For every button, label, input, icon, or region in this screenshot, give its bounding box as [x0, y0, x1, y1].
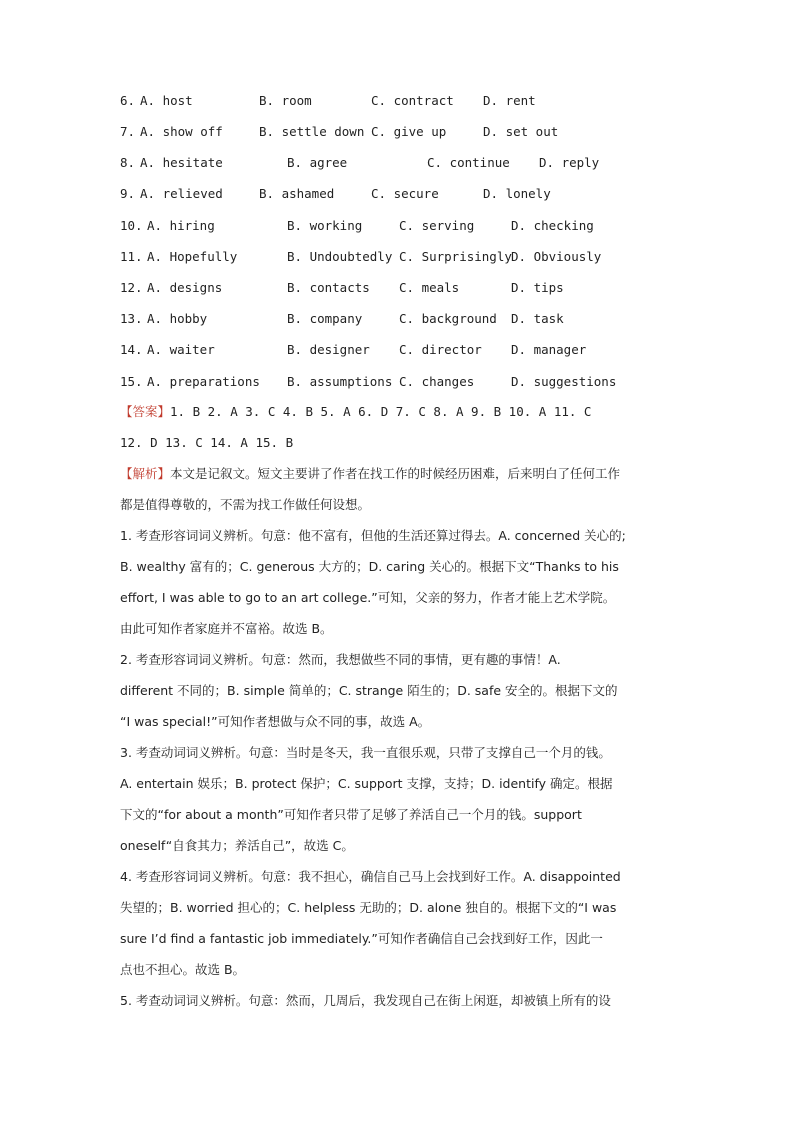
- option-d: D. checking: [511, 218, 594, 233]
- analysis-intro-line-2: [120, 489, 676, 520]
- option-b: B. agree: [287, 155, 348, 170]
- analysis-intro-2: 都是值得尊敬的，不需为找工作做任何设想。: [120, 497, 371, 512]
- analysis-line: 由此可知作者家庭并不富裕。故选 B。: [120, 621, 333, 636]
- option-a: A. waiter: [147, 342, 215, 357]
- analysis-line: 4. 考查形容词词义辨析。句意：我不担心，确信自己马上会找到好工作。A. disappointed: [120, 869, 621, 884]
- option-d: D. tips: [511, 280, 564, 295]
- analysis-intro-line-1: [120, 458, 676, 489]
- option-c: C. Surprisingly: [399, 249, 512, 264]
- option-b: B. room: [259, 93, 312, 108]
- option-a: A. relieved: [140, 186, 223, 201]
- analysis-line: A. entertain 娱乐；B. protect 保护；C. support 支撑，支持；D. identify 确定。根据: [120, 776, 613, 791]
- question-number: 9.: [120, 186, 136, 201]
- option-a: A. hesitate: [140, 155, 223, 170]
- analysis-line: 点也不担心。故选 B。: [120, 962, 246, 977]
- analysis-line: 2. 考查形容词词义辨析。句意：然而，我想做些不同的事情，更有趣的事情！A.: [120, 652, 561, 667]
- option-c: C. director: [399, 342, 482, 357]
- option-a: A. designs: [147, 280, 223, 295]
- option-d: D. set out: [483, 124, 559, 139]
- option-b: B. settle down: [259, 124, 365, 139]
- analysis-tag: 【解析】: [120, 466, 171, 481]
- option-c: C. meals: [399, 280, 460, 295]
- option-c: C. changes: [399, 374, 475, 389]
- analysis-line: 3. 考查动词词义辨析。句意：当时是冬天，我一直很乐观，只带了支撑自己一个月的钱。: [120, 745, 611, 760]
- option-c: C. serving: [399, 218, 475, 233]
- question-number: 10.: [120, 218, 143, 233]
- question-number: 12.: [120, 280, 143, 295]
- option-a: A. preparations: [147, 374, 260, 389]
- option-d: D. task: [511, 311, 564, 326]
- option-c: C. background: [399, 311, 497, 326]
- question-number: 8.: [120, 155, 136, 170]
- answer-line-2: [120, 427, 676, 458]
- analysis-line: 下文的“for about a month”可知作者只带了足够了养活自己一个月的钱。support: [120, 807, 582, 822]
- question-number: 13.: [120, 311, 143, 326]
- analysis-line: 失望的；B. worried 担心的；C. helpless 无助的；D. alone 独自的。根据下文的“I was: [120, 900, 617, 915]
- analysis-line: sure I’d find a fantastic job immediately.”可知作者确信自己会找到好工作，因此一: [120, 931, 603, 946]
- option-d: D. suggestions: [511, 374, 617, 389]
- option-b: B. designer: [287, 342, 370, 357]
- analysis-line: B. wealthy 富有的；C. generous 大方的；D. caring 关心的。根据下文“Thanks to his: [120, 559, 619, 574]
- answer-line-1: [120, 396, 676, 427]
- analysis-intro-1: 本文是记叙文。短文主要讲了作者在找工作的时候经历困难，后来明白了任何工作: [170, 466, 621, 481]
- question-number: 6.: [120, 93, 136, 108]
- question-number: 11.: [120, 249, 143, 264]
- option-d: D. manager: [511, 342, 587, 357]
- option-a: A. hiring: [147, 218, 215, 233]
- answer-tag: 【答案】: [120, 404, 171, 419]
- option-b: B. ashamed: [259, 186, 335, 201]
- option-d: D. Obviously: [511, 249, 602, 264]
- option-a: A. hobby: [147, 311, 208, 326]
- option-b: B. company: [287, 311, 363, 326]
- option-c: C. contract: [371, 93, 454, 108]
- question-number: 7.: [120, 124, 136, 139]
- answer-section: [120, 396, 676, 1016]
- option-b: B. assumptions: [287, 374, 393, 389]
- answer-text-1: 1. B 2. A 3. C 4. B 5. A 6. D 7. C 8. A 9. B 10. A 11. C: [170, 404, 592, 419]
- analysis-line: effort, I was able to go to an art college.”可知，父亲的努力，作者才能上艺术学院。: [120, 590, 616, 605]
- option-c: C. continue: [427, 155, 510, 170]
- option-c: C. give up: [371, 124, 447, 139]
- analysis-line: different 不同的；B. simple 简单的；C. strange 陌生的；D. safe 安全的。根据下文的: [120, 683, 618, 698]
- analysis-line: oneself“自食其力；养活自己”，故选 C。: [120, 838, 354, 853]
- option-c: C. secure: [371, 186, 439, 201]
- option-b: B. working: [287, 218, 363, 233]
- analysis-line: 1. 考查形容词词义辨析。句意：他不富有，但他的生活还算过得去。A. concerned 关心的;: [120, 528, 626, 543]
- option-a: A. host: [140, 93, 193, 108]
- question-number: 15.: [120, 374, 143, 389]
- analysis-body: [120, 520, 676, 1016]
- option-a: A. Hopefully: [147, 249, 238, 264]
- analysis-line: “I was special!”可知作者想做与众不同的事，故选 A。: [120, 714, 431, 729]
- question-number: 14.: [120, 342, 143, 357]
- option-d: D. reply: [539, 155, 600, 170]
- analysis-line: 5. 考查动词词义辨析。句意：然而，几周后，我发现自己在街上闲逛，却被镇上所有的设: [120, 993, 611, 1008]
- option-b: B. contacts: [287, 280, 370, 295]
- option-b: B. Undoubtedly: [287, 249, 393, 264]
- option-d: D. lonely: [483, 186, 551, 201]
- answer-text-2: 12. D 13. C 14. A 15. B: [120, 435, 294, 450]
- option-a: A. show off: [140, 124, 223, 139]
- option-d: D. rent: [483, 93, 536, 108]
